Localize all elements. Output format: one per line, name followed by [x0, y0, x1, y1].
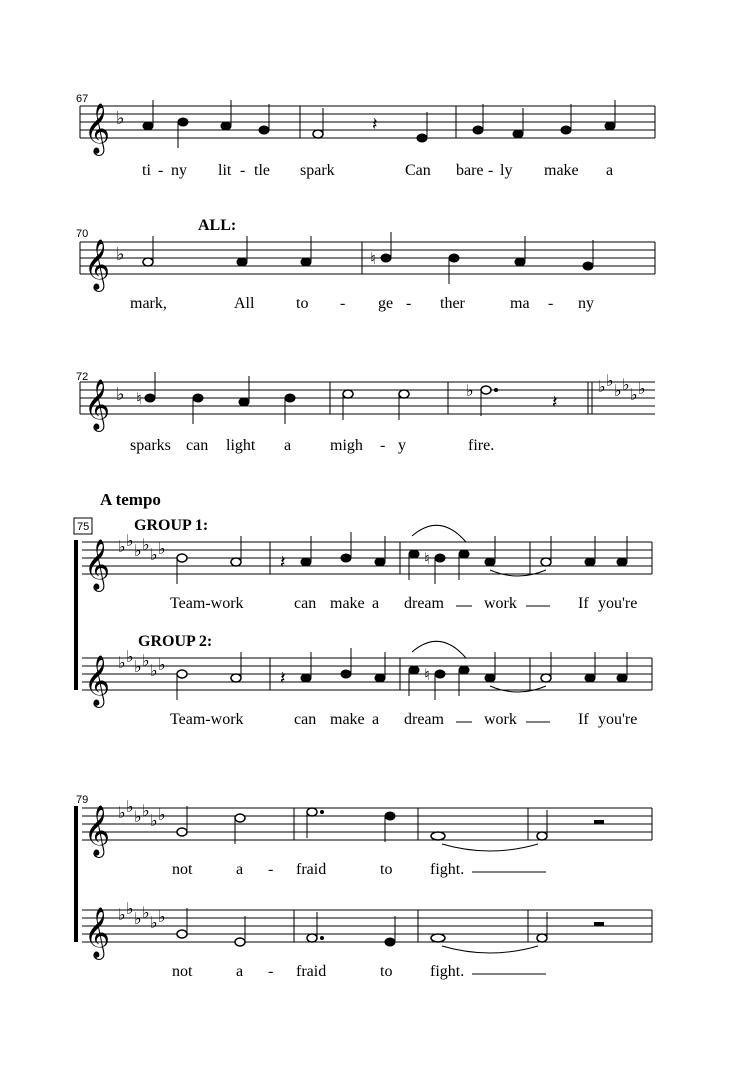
svg-text:♭: ♭	[134, 807, 142, 826]
svg-text:a: a	[284, 437, 292, 454]
rehearsal-mark: 75	[77, 521, 90, 533]
svg-text:tle: tle	[254, 162, 270, 179]
svg-text:can: can	[186, 437, 209, 454]
svg-text:dream: dream	[404, 595, 444, 612]
key-signature	[118, 899, 166, 932]
svg-text:-: -	[340, 295, 346, 312]
svg-text:a: a	[372, 711, 380, 728]
svg-text:can: can	[294, 595, 317, 612]
key-signature	[118, 797, 166, 830]
system-4	[74, 490, 652, 728]
section-label: ALL:	[198, 217, 237, 234]
svg-text:If: If	[578, 595, 589, 612]
lyrics	[130, 295, 594, 312]
svg-text:ti: ti	[142, 162, 151, 179]
group-1-label: GROUP 1:	[134, 517, 209, 534]
svg-text:to: to	[380, 861, 393, 878]
svg-text:not: not	[172, 963, 193, 980]
svg-text:♭: ♭	[134, 909, 142, 928]
svg-text:♭: ♭	[622, 375, 630, 394]
svg-text:If: If	[578, 711, 589, 728]
svg-text:fight.: fight.	[430, 861, 465, 878]
staff-group-2	[82, 658, 652, 690]
svg-text:♭: ♭	[598, 377, 606, 396]
svg-text:bare: bare	[456, 162, 484, 179]
system-bracket	[74, 540, 78, 690]
lyrics-upper	[172, 861, 546, 878]
svg-text:♭: ♭	[118, 905, 126, 924]
svg-text:♭: ♭	[118, 653, 126, 672]
half-rest-icon	[594, 820, 604, 824]
lyrics-lower	[172, 963, 546, 980]
svg-text:mark,: mark,	[130, 295, 167, 312]
svg-text:work: work	[484, 595, 517, 612]
svg-text:Team-work: Team-work	[170, 711, 244, 728]
svg-text:♭: ♭	[142, 801, 150, 820]
system-bracket	[74, 806, 78, 942]
svg-text:♭: ♭	[614, 381, 622, 400]
svg-text:migh: migh	[330, 437, 363, 454]
svg-text:♭: ♭	[150, 913, 158, 932]
tie	[490, 570, 546, 576]
svg-text:make: make	[330, 711, 365, 728]
svg-text:♭: ♭	[638, 379, 646, 398]
svg-text:All: All	[234, 295, 255, 312]
natural-icon: ♮	[424, 665, 430, 684]
notes-upper	[177, 806, 547, 844]
svg-text:-: -	[268, 861, 274, 878]
quarter-rest-icon: 𝄽	[552, 392, 558, 413]
notes	[143, 100, 615, 148]
system-1	[76, 93, 655, 179]
svg-text:ny: ny	[578, 295, 594, 312]
staff-group-1	[82, 542, 652, 574]
svg-text:you're: you're	[598, 711, 638, 728]
svg-text:can: can	[294, 711, 317, 728]
svg-text:spark: spark	[300, 162, 335, 179]
svg-text:Can: Can	[405, 162, 431, 179]
svg-text:♭: ♭	[150, 811, 158, 830]
svg-text:you're: you're	[598, 595, 638, 612]
svg-text:ge: ge	[378, 295, 394, 312]
tempo-marking: A tempo	[100, 490, 161, 509]
svg-text:lit: lit	[218, 162, 232, 179]
group-2-label: GROUP 2:	[138, 633, 213, 650]
tie	[490, 686, 546, 692]
svg-text:y: y	[398, 437, 406, 454]
svg-text:to: to	[380, 963, 393, 980]
svg-text:♭: ♭	[606, 371, 614, 390]
svg-text:-: -	[488, 162, 494, 179]
svg-text:♭: ♭	[126, 899, 134, 918]
slur	[412, 525, 466, 542]
lyrics	[130, 437, 494, 454]
treble-clef-icon: 𝄞	[84, 539, 111, 590]
svg-text:♭: ♭	[126, 797, 134, 816]
measure-number: 70	[76, 228, 89, 240]
treble-clef-icon: 𝄞	[84, 379, 111, 430]
key-signature-change	[598, 371, 646, 404]
flat-icon: ♭	[116, 244, 125, 265]
svg-text:work: work	[484, 711, 517, 728]
svg-text:not: not	[172, 861, 193, 878]
svg-text:♭: ♭	[630, 385, 638, 404]
svg-text:-: -	[380, 437, 386, 454]
staff	[80, 382, 655, 414]
flat-icon: ♭	[116, 108, 125, 129]
natural-icon: ♮	[136, 389, 142, 408]
system-3	[76, 371, 655, 454]
flat-icon: ♭	[466, 381, 474, 400]
svg-text:♭: ♭	[142, 903, 150, 922]
staff-upper	[82, 808, 652, 840]
slur	[412, 641, 466, 658]
lyrics	[142, 162, 613, 179]
treble-clef-icon: 𝄞	[84, 655, 111, 706]
quarter-rest-icon: 𝄽	[280, 552, 286, 573]
svg-text:fire.: fire.	[468, 437, 495, 454]
svg-text:fraid: fraid	[296, 963, 327, 980]
svg-text:a: a	[236, 963, 244, 980]
treble-clef-icon: 𝄞	[84, 907, 111, 958]
svg-text:♭: ♭	[158, 907, 166, 926]
svg-text:♭: ♭	[150, 545, 158, 564]
svg-text:a: a	[236, 861, 244, 878]
svg-text:to: to	[296, 295, 309, 312]
svg-text:-: -	[548, 295, 554, 312]
tie	[442, 844, 538, 851]
key-signature	[118, 647, 166, 680]
svg-text:-: -	[158, 162, 164, 179]
svg-text:fraid: fraid	[296, 861, 327, 878]
svg-text:♭: ♭	[158, 539, 166, 558]
svg-text:make: make	[544, 162, 579, 179]
lyrics-group-1	[170, 595, 637, 612]
treble-clef-icon: 𝄞	[84, 103, 111, 154]
svg-text:-: -	[240, 162, 246, 179]
system-5	[74, 794, 652, 980]
svg-text:♭: ♭	[118, 803, 126, 822]
svg-text:dream: dream	[404, 711, 444, 728]
svg-text:♭: ♭	[142, 535, 150, 554]
natural-icon: ♮	[370, 249, 376, 268]
tie	[442, 946, 538, 953]
svg-text:light: light	[226, 437, 256, 454]
svg-text:a: a	[372, 595, 380, 612]
measure-number: 67	[76, 93, 89, 105]
system-2	[76, 217, 655, 312]
svg-text:♭: ♭	[126, 531, 134, 550]
staff	[80, 242, 655, 274]
svg-text:ma: ma	[510, 295, 530, 312]
half-rest-icon	[594, 922, 604, 926]
svg-text:ther: ther	[440, 295, 465, 312]
svg-text:♭: ♭	[158, 805, 166, 824]
svg-text:-: -	[268, 963, 274, 980]
svg-text:-: -	[406, 295, 412, 312]
notes-lower	[177, 908, 547, 946]
svg-text:♭: ♭	[118, 537, 126, 556]
measure-number: 79	[76, 794, 89, 806]
svg-text:♭: ♭	[126, 647, 134, 666]
treble-clef-icon: 𝄞	[84, 805, 111, 856]
svg-text:♭: ♭	[150, 661, 158, 680]
svg-text:ly: ly	[500, 162, 513, 179]
quarter-rest-icon: 𝄽	[372, 114, 378, 135]
quarter-rest-icon: 𝄽	[280, 668, 286, 689]
svg-text:ny: ny	[171, 162, 187, 179]
svg-text:♭: ♭	[134, 657, 142, 676]
flat-icon: ♭	[116, 384, 125, 405]
svg-text:♭: ♭	[134, 541, 142, 560]
svg-text:Team-work: Team-work	[170, 595, 244, 612]
svg-text:♭: ♭	[158, 655, 166, 674]
lyrics-group-2	[170, 711, 637, 728]
treble-clef-icon: 𝄞	[84, 239, 111, 290]
svg-text:make: make	[330, 595, 365, 612]
svg-text:♭: ♭	[142, 651, 150, 670]
svg-text:sparks: sparks	[130, 437, 171, 454]
measure-number: 72	[76, 371, 89, 383]
key-signature	[118, 531, 166, 564]
staff-lower	[82, 910, 652, 942]
svg-text:fight.: fight.	[430, 963, 465, 980]
natural-icon: ♮	[424, 549, 430, 568]
svg-text:a: a	[606, 162, 614, 179]
